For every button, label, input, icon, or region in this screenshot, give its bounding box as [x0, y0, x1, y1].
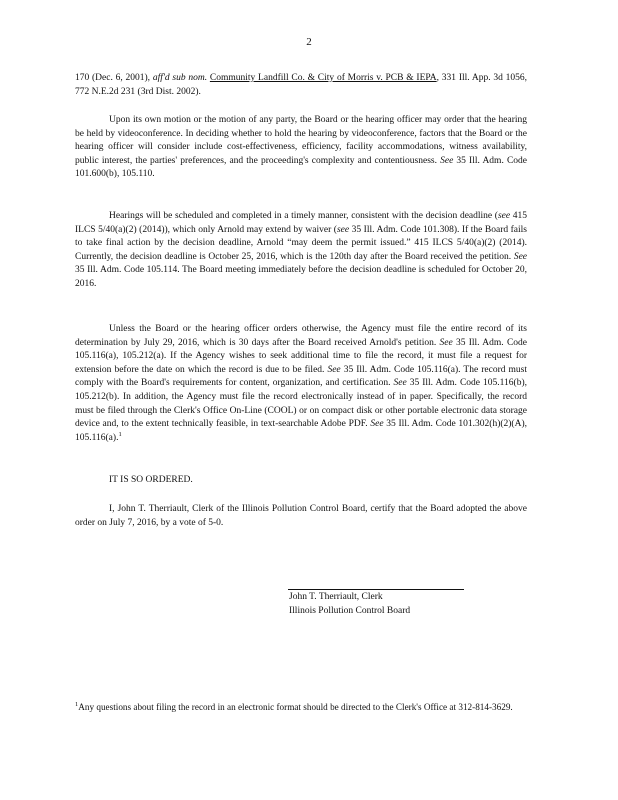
para2-see3: See	[513, 251, 527, 262]
para2-text-d: 35 Ill. Adm. Code 105.114. The Board meeting immediately before the decision deadline is scheduled for October 20, 2016.	[75, 265, 527, 289]
para3-see1: See	[439, 337, 453, 348]
para3-text-e: 35 Ill. Adm. Code 101.302(h)(2)(A), 105.116(a).	[75, 419, 527, 443]
footnote-reference: 1	[118, 430, 122, 438]
para3-text-b: 35 Ill. Adm. Code 105.116(a), 105.212(a). If the Agency wishes to seek additional time to file the record, it must file a request for extension before the date on which the record is due to be filed.	[75, 337, 527, 375]
para3-text-d: 35 Ill. Adm. Code 105.116(b), 105.212(b). In addition, the Agency must file the record electronically instead of in paper. Specifically, the record must be filed through the Clerk's Office On-Line (COOL) or on compact disk or other portable electronic data storage device and, to the extent technically feasible, in text-searchable Adobe PDF.	[75, 378, 527, 430]
para2-text-a: Hearings will be scheduled and completed in a timely manner, consistent with the decision deadline (	[109, 211, 498, 221]
para3-see3: See	[393, 378, 407, 389]
para3-see2: See	[327, 364, 341, 375]
videoconference-paragraph	[75, 114, 527, 182]
footnote-mark: 1	[75, 700, 79, 708]
para2-see2: see	[336, 224, 350, 235]
footnote	[75, 701, 527, 714]
citation-case-name: Community Landfill Co. & City of Morris v. PCB & IEPA	[209, 73, 437, 83]
citation-tail: , 331 Ill. App. 3d 1056, 772 N.E.2d 231 (3rd Dist. 2002).	[75, 73, 528, 97]
clerk-certification: I, John T. Therriault, Clerk of the Illinois Pollution Control Board, certify that the Board adopted the above order on July 7, 2016, by a vote of 5-0.	[75, 504, 527, 528]
signature-organization: Illinois Pollution Control Board	[289, 606, 411, 616]
para2-text-c: 35 Ill. Adm. Code 101.308). If the Board fails to take final action by the decision deadline, Arnold “may deem the permit issued.” 415 ILCS 5/40(a)(2) (2014). Currently, the decision deadline is October 25, 2016, which is the 120th day after the Board received the petition.	[75, 224, 528, 262]
footnote-text: Any questions about filing the record in an electronic format should be directed to the Clerk's Office at 312-814-3629.	[78, 702, 513, 712]
citation-paragraph	[75, 72, 527, 99]
para3-text-c: 35 Ill. Adm. Code 105.116(a). The record must comply with the Board's requirements for content, organization, and certification.	[75, 364, 528, 389]
signature-line	[288, 589, 464, 590]
signature-name: John T. Therriault, Clerk	[289, 592, 383, 602]
para1-text-b: 35 Ill. Adm. Code 101.600(b), 105.110.	[75, 155, 527, 180]
para1-see: See	[440, 155, 454, 166]
page-number: 2	[306, 36, 312, 48]
citation-lead: 170 (Dec. 6, 2001),	[75, 73, 153, 83]
para2-see1: see	[497, 211, 511, 221]
citation-affd: aff'd sub nom.	[152, 73, 208, 83]
para3-see4: See	[370, 419, 384, 430]
para1-text-a: Upon its own motion or the motion of any party, the Board or the hearing officer may order that the hearing be held by videoconference. In deciding whether to hold the hearing by videoconference, factors that the Board or the hearing officer will consider include cost-effectiveness, efficiency, facility accommodations, witness availability, public interest, the parties' preferences, and the proceeding's complexity and contentiousness.	[75, 115, 527, 166]
para2-text-b: 415 ILCS 5/40(a)(2) (2014)), which only Arnold may extend by waiver (	[75, 211, 527, 235]
record-filing-paragraph	[75, 323, 527, 445]
para3-text-a: Unless the Board or the hearing officer orders otherwise, the Agency must file the entire record of its determination by July 29, 2016, which is 30 days after the Board received Arnold's petition.	[75, 324, 527, 348]
so-ordered: IT IS SO ORDERED.	[109, 475, 193, 485]
hearing-schedule-paragraph	[75, 210, 527, 292]
